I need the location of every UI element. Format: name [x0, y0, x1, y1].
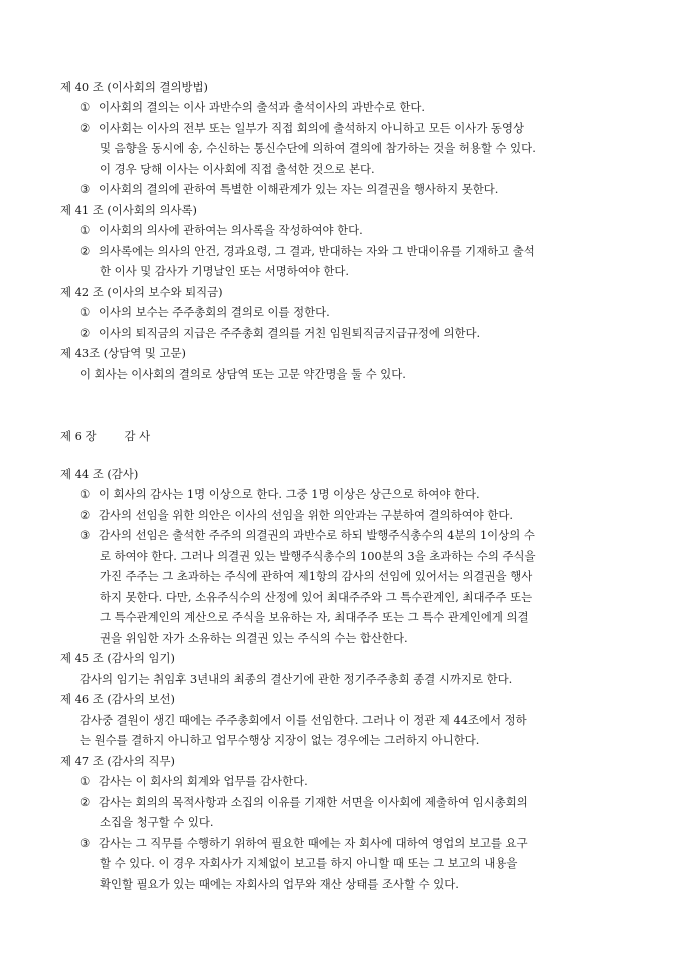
chapter-heading — [60, 431, 150, 442]
article-43-body: 이 회사는 이사회의 결의로 상담역 또는 고문 약간명을 둘 수 있다. — [80, 367, 406, 381]
article-46-body: 는 원수를 결하지 아니하고 업무수행상 지장이 없는 경우에는 그러하지 아니한다. — [80, 733, 480, 747]
item-number: ③ — [80, 528, 91, 542]
item-text: 의사록에는 의사의 안건, 경과요령, 그 결과, 반대하는 자와 그 반대이유를 기재하고 출석 — [99, 244, 535, 258]
item-text: 이 회사의 감사는 1명 이상으로 한다. 그중 1명 이상은 상근으로 하여야 한다. — [99, 487, 480, 501]
article-47-item-3-cont: 할 수 있다. 이 경우 자회사가 지체없이 보고를 하지 아니할 때 또는 그 보고의 내용을 — [100, 856, 518, 870]
item-number: ② — [80, 795, 91, 809]
item-number: ① — [80, 223, 91, 237]
article-40-item-2-cont: 및 음향을 동시에 송, 수신하는 통신수단에 의하여 결의에 참가하는 것을 허용할 수 있다. — [100, 141, 536, 155]
item-text: 이사회의 의사에 관하여는 의사록을 작성하여야 한다. — [99, 223, 363, 237]
item-number: ② — [80, 508, 91, 522]
chapter-title: 감 사 — [124, 429, 151, 443]
article-47-title: 제 47 조 (감사의 직무) — [60, 754, 175, 768]
item-text: 감사의 선임을 위한 의안은 이사의 선임을 위한 의안과는 구분하여 결의하여야 한다. — [99, 508, 513, 522]
article-40-item-2 — [80, 123, 524, 134]
article-44-item-3-cont: 로 하여야 한다. 그러나 의결권 있는 발행주식총수의 100분의 3을 초과하는 수의 주식을 — [100, 549, 536, 563]
article-42-title: 제 42 조 (이사의 보수와 퇴직금) — [60, 285, 223, 299]
item-number: ③ — [80, 182, 91, 196]
article-41-title: 제 41 조 (이사회의 의사록) — [60, 203, 197, 217]
article-40-title: 제 40 조 (이사회의 결의방법) — [60, 80, 208, 94]
article-44-item-3-cont: 그 특수관계인의 계산으로 주식을 보유하는 자, 최대주주 또는 그 특수 관계인에게 의결 — [100, 610, 529, 624]
item-number: ① — [80, 487, 91, 501]
item-number: ① — [80, 774, 91, 788]
article-44-item-1 — [80, 489, 480, 500]
item-text: 감사는 회의의 목적사항과 소집의 이유를 기재한 서면을 이사회에 제출하여 임시총회의 — [99, 795, 528, 809]
item-number: ② — [80, 326, 91, 340]
article-44-title: 제 44 조 (감사) — [60, 467, 139, 481]
item-text: 감사의 선임은 출석한 주주의 의결권의 과반수로 하되 발행주식총수의 4분의 1이상의 수 — [99, 528, 535, 542]
article-47-item-1 — [80, 776, 308, 787]
article-47-item-2 — [80, 797, 528, 808]
article-44-item-3-cont: 가진 주주는 그 초과하는 주식에 관하여 제1항의 감사의 선임에 있어서는 의결권을 행사 — [100, 569, 533, 583]
item-text: 이사의 보수는 주주총회의 결의로 이를 정한다. — [99, 305, 330, 319]
item-number: ② — [80, 121, 91, 135]
item-number: ① — [80, 305, 91, 319]
item-text: 감사는 이 회사의 회계와 업무를 감사한다. — [99, 774, 308, 788]
article-45-body: 감사의 임기는 취임후 3년내의 최종의 결산기에 관한 정기주주총회 종결 시까지로 한다. — [80, 672, 513, 686]
item-text: 이사회의 결의에 관하여 특별한 이해관계가 있는 자는 의결권을 행사하지 못한다. — [99, 182, 499, 196]
article-41-item-1 — [80, 225, 363, 236]
article-41-item-2-cont: 한 이사 및 감사가 기명날인 또는 서명하여야 한다. — [100, 264, 350, 278]
article-44-item-3 — [80, 530, 535, 541]
article-46-title: 제 46 조 (감사의 보선) — [60, 692, 175, 706]
article-40-item-3 — [80, 184, 498, 195]
item-number: ③ — [80, 836, 91, 850]
article-47-item-2-cont: 소집을 청구할 수 있다. — [100, 815, 214, 829]
article-47-item-3 — [80, 838, 528, 849]
article-46-body: 감사중 결원이 생긴 때에는 주주총회에서 이를 선임한다. 그러나 이 정관 제 44조에서 정하 — [80, 713, 527, 727]
article-40-item-2-cont: 이 경우 당해 이사는 이사회에 직접 출석한 것으로 본다. — [100, 162, 375, 176]
article-40-item-1 — [80, 102, 425, 113]
item-text: 이사회의 결의는 이사 과반수의 출석과 출석이사의 과반수로 한다. — [99, 100, 426, 114]
article-47-item-3-cont: 확인할 필요가 있는 때에는 자회사의 업무와 재산 상태를 조사할 수 있다. — [100, 877, 459, 891]
article-45-title: 제 45 조 (감사의 임기) — [60, 651, 175, 665]
item-text: 감사는 그 직무를 수행하기 위하여 필요한 때에는 자 회사에 대하여 영업의 보고를 요구 — [99, 836, 528, 850]
article-42-item-1 — [80, 307, 330, 318]
article-43-title: 제 43조 (상담역 및 고문) — [60, 346, 186, 360]
article-42-item-2 — [80, 328, 480, 339]
article-44-item-2 — [80, 510, 513, 521]
item-number: ② — [80, 244, 91, 258]
item-number: ① — [80, 100, 91, 114]
chapter-number: 제 6 장 — [60, 429, 97, 443]
item-text: 이사회는 이사의 전부 또는 일부가 직접 회의에 출석하지 아니하고 모든 이사가 동영상 — [99, 121, 524, 135]
article-44-item-3-cont: 권을 위임한 자가 소유하는 의결권 있는 주식의 수는 합산한다. — [100, 631, 408, 645]
article-41-item-2 — [80, 246, 535, 257]
item-text: 이사의 퇴직금의 지급은 주주총회 결의를 거친 임원퇴직금지급규정에 의한다. — [99, 326, 481, 340]
article-44-item-3-cont: 하지 못한다. 다만, 소유주식수의 산정에 있어 최대주주와 그 특수관계인, 최대주주 또는 — [100, 590, 533, 604]
